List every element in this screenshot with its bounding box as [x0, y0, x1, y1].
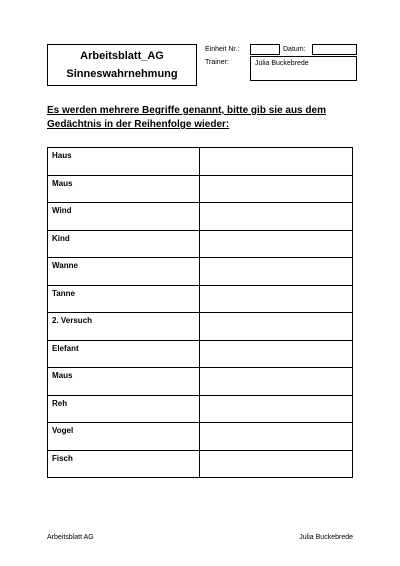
table-row: [48, 175, 353, 203]
title-line-2: Sinneswahrnehmung: [66, 68, 178, 80]
answer-cell[interactable]: [200, 395, 353, 423]
einheit-field[interactable]: [250, 44, 280, 55]
word-cell: Haus: [48, 148, 200, 176]
instruction-heading: Es werden mehrere Begriffe genannt, bitte gib sie aus dem Gedächtnis in der Reihenfolge wieder:: [47, 105, 326, 130]
table-row: [48, 340, 353, 368]
answer-cell[interactable]: [200, 450, 353, 478]
title-line-1: Arbeitsblatt_AG: [80, 50, 164, 62]
trainer-label: Trainer:: [205, 59, 229, 66]
word-cell: Wind: [48, 203, 200, 231]
table-row: [48, 395, 353, 423]
word-cell: Reh: [48, 395, 200, 423]
footer-right: Julia Buckebrede: [299, 534, 353, 541]
answer-cell[interactable]: [200, 148, 353, 176]
datum-label: Datum:: [283, 46, 306, 53]
answer-cell[interactable]: [200, 313, 353, 341]
table-row: [48, 258, 353, 286]
word-cell: Fisch: [48, 450, 200, 478]
table-row: [48, 368, 353, 396]
table-row: [48, 148, 353, 176]
word-cell: Maus: [48, 175, 200, 203]
word-cell: Kind: [48, 230, 200, 258]
word-cell: Elefant: [48, 340, 200, 368]
answer-cell[interactable]: [200, 230, 353, 258]
table-row: [48, 203, 353, 231]
word-cell: Tanne: [48, 285, 200, 313]
word-table: [47, 147, 353, 478]
word-cell: Wanne: [48, 258, 200, 286]
title-box: [47, 44, 197, 86]
answer-cell[interactable]: [200, 203, 353, 231]
table-row: [48, 313, 353, 341]
answer-cell[interactable]: [200, 175, 353, 203]
datum-field[interactable]: [312, 44, 357, 55]
table-row: [48, 285, 353, 313]
answer-cell[interactable]: [200, 423, 353, 451]
answer-cell[interactable]: [200, 368, 353, 396]
answer-cell[interactable]: [200, 340, 353, 368]
word-cell: Maus: [48, 368, 200, 396]
word-cell: 2. Versuch: [48, 313, 200, 341]
footer-left: Arbeitsblatt AG: [47, 534, 94, 541]
answer-cell[interactable]: [200, 258, 353, 286]
table-row: [48, 230, 353, 258]
answer-cell[interactable]: [200, 285, 353, 313]
einheit-label: Einheit Nr.:: [205, 46, 240, 53]
trainer-field[interactable]: Julia Buckebrede: [250, 56, 357, 81]
table-row: [48, 450, 353, 478]
word-cell: Vogel: [48, 423, 200, 451]
table-row: [48, 423, 353, 451]
